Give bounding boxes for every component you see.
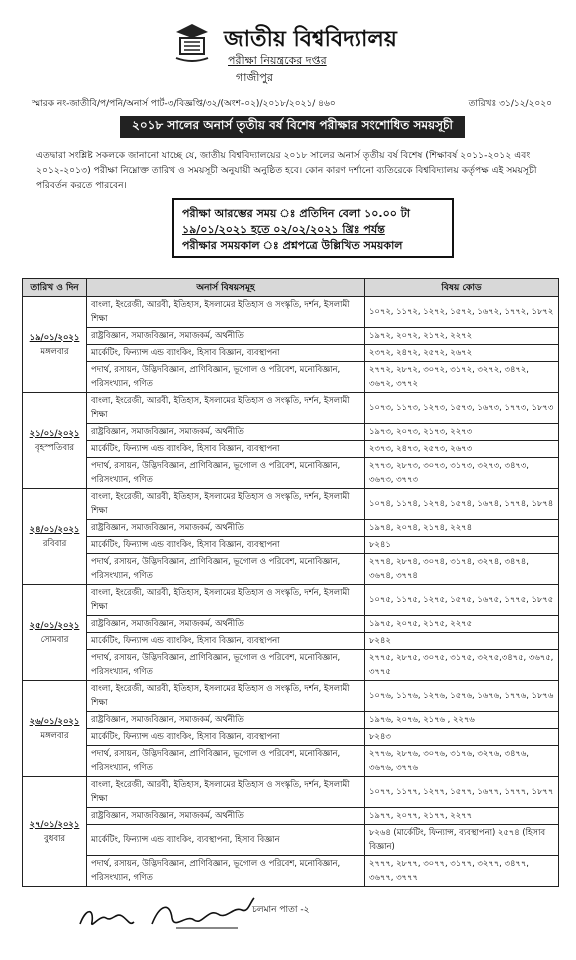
memo-date: তারিখঃ ৩১/১২/২০২০ xyxy=(468,99,552,109)
subject-code-cell: ১০৭৭, ১১৭৭, ১২৭৭, ১৫৭৭, ১৬৭৭, ১৭৭৭, ১৮৭৭ xyxy=(365,777,559,808)
subjects-cell: মার্কেটিং, ফিন্যান্স এন্ড ব্যাংকিং, হিসাব বিজ্ঞান, ব্যবস্থাপনা xyxy=(87,633,365,650)
subject-code-cell: ১০৭৫, ১১৭৫, ১২৭৫, ১৫৭৫, ১৬৭৫, ১৭৭৫, ১৮৭৫ xyxy=(365,585,559,616)
exam-weekday: রবিবার xyxy=(42,537,67,548)
table-row xyxy=(23,616,559,633)
subject-code-cell: ১৯৭৬, ২০৭৬, ২১৭৬ , ২২৭৬ xyxy=(365,712,559,729)
subject-code-cell: ১০৭৬, ১১৭৬, ১২৭৬, ১৫৭৬, ১৬৭৬, ১৭৭৬, ১৮৭৬ xyxy=(365,681,559,712)
exam-date-cell xyxy=(23,489,87,585)
university-logo-icon xyxy=(172,22,212,64)
subjects-cell: রাষ্ট্রবিজ্ঞান, সমাজবিজ্ঞান, সমাজকর্ম, অর্থনীতি xyxy=(87,616,365,633)
table-row xyxy=(23,746,559,777)
memo-number: স্মারক নং-জাতীবি/প/পনি/অনার্স পার্ট-৩/বিজ্ঞপ্তি/৩২/(অংশ-০২)/২০১৮/২০২১/ ৪৬০ xyxy=(32,99,336,109)
subjects-cell: পদার্থ, রসায়ন, উদ্ভিদবিজ্ঞান, প্রাণিবিজ্ঞান, ভূগোল ও পরিবেশ, মনোবিজ্ঞান, পরিসংখ্যান, গণিত xyxy=(87,746,365,777)
exam-date: ২১/০১/২০২১ xyxy=(29,427,80,438)
subject-code-cell: ২৭৭৫, ২৮৭৫, ৩০৭৫, ৩১৭৫, ৩২৭৫,৩৪৭৫, ৩৬৭৫, ৩৭৭৫ xyxy=(365,650,559,681)
table-row xyxy=(23,856,559,887)
subject-code-cell: ১৯৭৪, ২০৭৪, ২১৭৪, ২২৭৪ xyxy=(365,520,559,537)
header-date-day: তারিখ ও দিন xyxy=(23,279,87,297)
table-row xyxy=(23,825,559,856)
subject-code-cell: ১০৭৩, ১১৭৩, ১২৭৩, ১৫৭৩, ১৬৭৩, ১৭৭৩, ১৮৭৩ xyxy=(365,393,559,424)
table-row xyxy=(23,393,559,424)
subjects-cell: পদার্থ, রসায়ন, উদ্ভিদবিজ্ঞান, প্রাণিবিজ্ঞান, ভূগোল ও পরিবেশ, মনোবিজ্ঞান, পরিসংখ্যান, গণিত xyxy=(87,856,365,887)
subject-code-cell: ৮২৪২ xyxy=(365,633,559,650)
subjects-cell: বাংলা, ইংরেজী, আরবী, ইতিহাস, ইসলামের ইতিহাস ও সংস্কৃতি, দর্শন, ইসলামী শিক্ষা xyxy=(87,681,365,712)
table-row xyxy=(23,777,559,808)
table-row xyxy=(23,537,559,554)
exam-date-cell xyxy=(23,297,87,393)
subjects-cell: বাংলা, ইংরেজী, আরবী, ইতিহাস, ইসলামের ইতিহাস ও সংস্কৃতি, দর্শন, ইসলামী শিক্ষা xyxy=(87,489,365,520)
subjects-cell: মার্কেটিং, ফিন্যান্স এন্ড ব্যাংকিং, হিসাব বিজ্ঞান, ব্যবস্থাপনা xyxy=(87,537,365,554)
exam-date-range: ১৯/০১/২০২১ হতে ০২/০২/২০২১ খ্রিঃ পর্যন্ত xyxy=(182,223,385,236)
table-row xyxy=(23,650,559,681)
exam-date: ২৪/০১/২০২১ xyxy=(29,523,80,534)
table-row xyxy=(23,681,559,712)
office-location: গাজীপুর xyxy=(236,71,273,84)
exam-weekday: বুধবার xyxy=(43,832,66,843)
table-header-row xyxy=(23,279,559,297)
subjects-cell: বাংলা, ইংরেজী, আরবী, ইতিহাস, ইসলামের ইতিহাস ও সংস্কৃতি, দর্শন, ইসলামী শিক্ষা xyxy=(87,777,365,808)
university-name: জাতীয় বিশ্ববিদ্যালয় xyxy=(224,27,397,52)
exam-weekday: মঙ্গলবার xyxy=(40,729,69,740)
subjects-cell: পদার্থ, রসায়ন, উদ্ভিদবিজ্ঞান, প্রাণিবিজ্ঞান, ভূগোল ও পরিবেশ, মনোবিজ্ঞান, পরিসংখ্যান, গণিত xyxy=(87,650,365,681)
exam-schedule-table xyxy=(22,278,559,887)
exam-date: ২৭/০১/২০২১ xyxy=(29,818,80,829)
signature-1 xyxy=(76,904,136,932)
subject-code-cell: ১৯৭৩, ২০৭৩, ২১৭৩, ২২৭৩ xyxy=(365,424,559,441)
table-row xyxy=(23,328,559,345)
exam-date-cell xyxy=(23,777,87,887)
table-row xyxy=(23,458,559,489)
table-row xyxy=(23,362,559,393)
office-name: পরীক্ষা নিয়ন্ত্রকের দপ্তর xyxy=(228,54,327,67)
subjects-cell: পদার্থ, রসায়ন, উদ্ভিদবিজ্ঞান, প্রাণিবিজ্ঞান, ভূগোল ও পরিবেশ, মনোবিজ্ঞান, পরিসংখ্যান, গণিত xyxy=(87,554,365,585)
subject-code-cell: ৮২৪৩ xyxy=(365,729,559,746)
continued-page-note: চলমান পাতা -২ xyxy=(252,905,310,915)
subject-code-cell: ২৭৭৬, ২৮৭৬, ৩০৭৬, ৩১৭৬, ৩২৭৬, ৩৪৭৬, ৩৬৭৬, ৩৭৭৬ xyxy=(365,746,559,777)
subjects-cell: পদার্থ, রসায়ন, উদ্ভিদবিজ্ঞান, প্রাণিবিজ্ঞান, ভূগোল ও পরিবেশ, মনোবিজ্ঞান, পরিসংখ্যান, গণিত xyxy=(87,458,365,489)
subjects-cell: রাষ্ট্রবিজ্ঞান, সমাজবিজ্ঞান, সমাজকর্ম, অর্থনীতি xyxy=(87,328,365,345)
subject-code-cell: ১৯৭৫, ২০৭৫, ২১৭৫, ২২৭৫ xyxy=(365,616,559,633)
subject-code-cell: ২৭৭৪, ২৮৭৪, ৩০৭৪, ৩১৭৪, ৩২৭৪, ৩৪৭৪, ৩৬৭৪, ৩৭৭৪ xyxy=(365,554,559,585)
subjects-cell: বাংলা, ইংরেজী, আরবী, ইতিহাস, ইসলামের ইতিহাস ও সংস্কৃতি, দর্শন, ইসলামী শিক্ষা xyxy=(87,585,365,616)
table-row xyxy=(23,729,559,746)
signature-2 xyxy=(146,894,256,934)
subject-code-cell: ১৯৭২, ২০৭২, ২১৭২, ২২৭২ xyxy=(365,328,559,345)
exam-start-time: পরীক্ষা আরম্ভের সময় ঃ প্রতিদিন বেলা ১০.০০ টা xyxy=(182,207,410,220)
subjects-cell: রাষ্ট্রবিজ্ঞান, সমাজবিজ্ঞান, সমাজকর্ম, অর্থনীতি xyxy=(87,712,365,729)
subjects-cell: বাংলা, ইংরেজী, আরবী, ইতিহাস, ইসলামের ইতিহাস ও সংস্কৃতি, দর্শন, ইসলামী শিক্ষা xyxy=(87,297,365,328)
exam-date: ১৯/০১/২০২১ xyxy=(29,331,80,342)
subjects-cell: মার্কেটিং, ফিন্যান্স এন্ড ব্যাংকিং, হিসাব বিজ্ঞান, ব্যবস্থাপনা xyxy=(87,345,365,362)
exam-date: ২৬/০১/২০২১ xyxy=(29,715,80,726)
header-subject-code: বিষয় কোড xyxy=(365,279,559,297)
table-row xyxy=(23,441,559,458)
subject-code-cell: ৮২৬৪ (মার্কেটিং, ফিন্যান্স, ব্যবস্থাপনা) ২৫৭৪ (হিসাব বিজ্ঞান) xyxy=(365,825,559,856)
subjects-cell: মার্কেটিং, ফিন্যান্স এন্ড ব্যাংকিং, হিসাব বিজ্ঞান, ব্যবস্থাপনা xyxy=(87,441,365,458)
exam-date-cell xyxy=(23,585,87,681)
table-row xyxy=(23,633,559,650)
subjects-cell: রাষ্ট্রবিজ্ঞান, সমাজবিজ্ঞান, সমাজকর্ম, অর্থনীতি xyxy=(87,520,365,537)
table-row xyxy=(23,808,559,825)
subjects-cell: পদার্থ, রসায়ন, উদ্ভিদবিজ্ঞান, প্রাণিবিজ্ঞান, ভূগোল ও পরিবেশ, মনোবিজ্ঞান, পরিসংখ্যান, গণিত xyxy=(87,362,365,393)
subjects-cell: মার্কেটিং, ফিন্যান্স এন্ড ব্যাংকিং, হিসাব বিজ্ঞান, ব্যবস্থাপনা xyxy=(87,729,365,746)
notice-paragraph: এতদ্বারা সংশ্লিষ্ট সকলকে জানানো যাচ্ছে যে, জাতীয় বিশ্ববিদ্যালয়ের ২০১৮ সালের অনার্স তৃতীয় বর্ষ বিশেষ (শিক্ষাবর্ষ ২০১১-২০১২ এবং ২০১২-২০১৩) পরীক্ষা নিম্নোক্ত তারিখ ও সময়সূচী অনুযায়ী অনুষ্ঠিত হবে। কোন কারণ দর্শানো ব্যতিরেকে বিশ্ববিদ্যালয় কর্তৃপক্ষ এই সময়সূচী পরিবর্তন করতে পারবেন। xyxy=(36,150,537,191)
subject-code-cell: ২৭৭৩, ২৮৭৩, ৩০৭৩, ৩১৭৩, ৩২৭৩, ৩৪৭৩, ৩৬৭৩, ৩৭৭৩ xyxy=(365,458,559,489)
schedule-title-banner: ২০১৮ সালের অনার্স তৃতীয় বর্ষ বিশেষ পরীক্ষার সংশোধিত সময়সূচী xyxy=(120,116,465,138)
table-row xyxy=(23,424,559,441)
table-body xyxy=(23,297,559,887)
subjects-cell: মার্কেটিং, ফিন্যান্স এন্ড ব্যাংকিং, ব্যবস্থাপনা, হিসাব বিজ্ঞান xyxy=(87,825,365,856)
subject-code-cell: ২৩৭৩, ২৪৭৩, ২৫৭৩, ২৬৭৩ xyxy=(365,441,559,458)
table-row xyxy=(23,297,559,328)
exam-date-cell xyxy=(23,681,87,777)
subject-code-cell: ১৯৭৭, ২০৭৭, ২১৭৭, ২২৭৭ xyxy=(365,808,559,825)
subject-code-cell: ২৭৭২, ২৮৭২, ৩০৭২, ৩১৭২, ৩২৭২, ৩৪৭২, ৩৬৭২, ৩৭৭২ xyxy=(365,362,559,393)
table-row xyxy=(23,585,559,616)
subject-code-cell: ১০৭২, ১১৭২, ১২৭২, ১৫৭২, ১৬৭২, ১৭৭২, ১৮৭২ xyxy=(365,297,559,328)
exam-time-box xyxy=(172,198,454,258)
subjects-cell: রাষ্ট্রবিজ্ঞান, সমাজবিজ্ঞান, সমাজকর্ম, অর্থনীতি xyxy=(87,424,365,441)
subject-code-cell: ১০৭৪, ১১৭৪, ১২৭৪, ১৫৭৪, ১৬৭৪, ১৭৭৪, ১৮৭৪ xyxy=(365,489,559,520)
subjects-cell: রাষ্ট্রবিজ্ঞান, সমাজবিজ্ঞান, সমাজকর্ম, অর্থনীতি xyxy=(87,808,365,825)
exam-duration: পরীক্ষার সময়কাল ঃ প্রশ্নপত্রে উল্লিখিত সময়কাল xyxy=(182,239,403,252)
exam-weekday: মঙ্গলবার xyxy=(40,345,69,356)
subject-code-cell: ২৩৭২, ২৪৭২, ২৫৭২, ২৬৭২ xyxy=(365,345,559,362)
exam-date: ২৫/০১/২০২১ xyxy=(29,619,80,630)
exam-date-cell xyxy=(23,393,87,489)
subject-code-cell: ২৭৭৭, ২৮৭৭, ৩০৭৭, ৩১৭৭, ৩২৭৭, ৩৪৭৭, ৩৬৭৭, ৩৭৭৭ xyxy=(365,856,559,887)
header-subjects: অনার্স বিষয়সমূহ xyxy=(87,279,365,297)
exam-weekday: সোমবার xyxy=(40,633,69,644)
table-row xyxy=(23,345,559,362)
exam-weekday: বৃহস্পতিবার xyxy=(34,441,75,452)
subject-code-cell: ৮২৪১ xyxy=(365,537,559,554)
subjects-cell: বাংলা, ইংরেজী, আরবী, ইতিহাস, ইসলামের ইতিহাস ও সংস্কৃতি, দর্শন, ইসলামী শিক্ষা xyxy=(87,393,365,424)
table-row xyxy=(23,712,559,729)
table-row xyxy=(23,520,559,537)
table-row xyxy=(23,489,559,520)
table-row xyxy=(23,554,559,585)
